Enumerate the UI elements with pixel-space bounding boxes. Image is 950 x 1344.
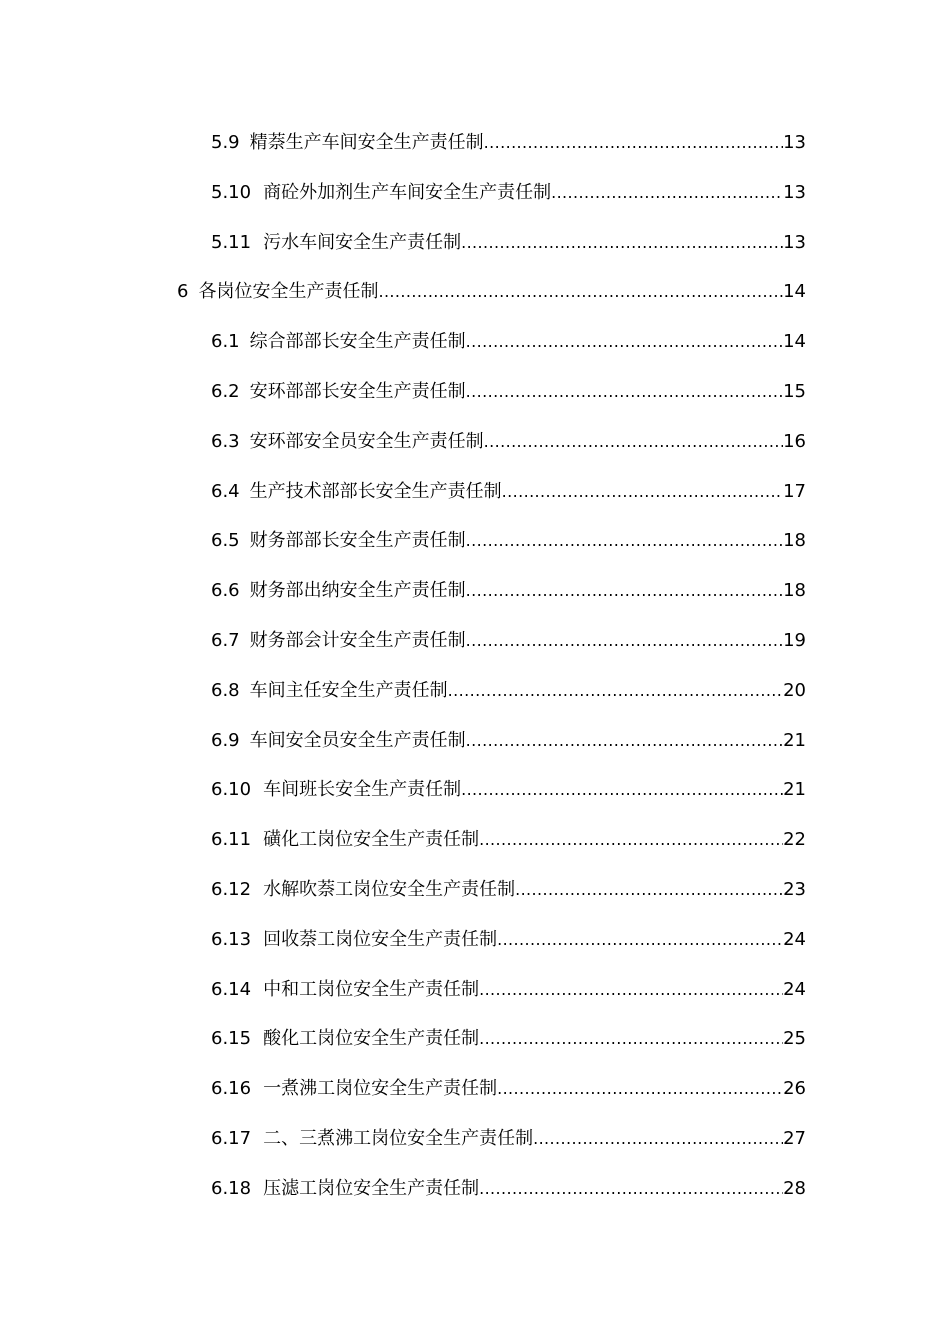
toc-entry[interactable] bbox=[211, 576, 806, 606]
toc-entry[interactable] bbox=[211, 377, 806, 407]
toc-entry[interactable] bbox=[211, 526, 806, 556]
toc-entry-number: 6.2 bbox=[211, 381, 240, 402]
toc-entry-number: 6.13 bbox=[211, 929, 252, 950]
toc-entry[interactable] bbox=[211, 1024, 806, 1054]
toc-entry-page-number: 20 bbox=[783, 680, 806, 701]
toc-entry[interactable] bbox=[211, 1074, 806, 1104]
toc-entry-title: 商砼外加剂生产车间安全生产责任制 bbox=[263, 182, 552, 203]
toc-entry-page-number: 26 bbox=[783, 1078, 806, 1099]
toc-entry-page-number: 16 bbox=[783, 431, 806, 452]
toc-entry-title: 水解吹萘工岗位安全生产责任制 bbox=[263, 879, 516, 900]
toc-entry-number: 6.16 bbox=[211, 1078, 252, 1099]
toc-dot-leader bbox=[497, 925, 783, 955]
toc-entry-number: 6.3 bbox=[211, 431, 240, 452]
toc-entry-title: 一煮沸工岗位安全生产责任制 bbox=[263, 1078, 498, 1099]
toc-entry-number: 6.12 bbox=[211, 879, 252, 900]
toc-dot-leader bbox=[479, 825, 783, 855]
toc-entry-title: 车间主任安全生产责任制 bbox=[249, 680, 448, 701]
toc-entry-number: 6.15 bbox=[211, 1028, 252, 1049]
toc-entry[interactable] bbox=[211, 1174, 806, 1204]
toc-entry-number: 6.9 bbox=[211, 730, 240, 751]
toc-dot-leader bbox=[484, 427, 783, 457]
toc-entry-number: 5.11 bbox=[211, 232, 252, 253]
toc-entry-number: 5.9 bbox=[211, 132, 240, 153]
toc-entry-page-number: 19 bbox=[783, 630, 806, 651]
toc-entry-number: 6.1 bbox=[211, 331, 240, 352]
toc-entry-number: 6.7 bbox=[211, 630, 240, 651]
toc-entry-title: 综合部部长安全生产责任制 bbox=[249, 331, 466, 352]
toc-dot-leader bbox=[466, 626, 783, 656]
toc-entry-number: 6.5 bbox=[211, 530, 240, 551]
toc-entry-title: 各岗位安全生产责任制 bbox=[198, 281, 379, 302]
toc-entry-page-number: 14 bbox=[783, 281, 806, 302]
toc-dot-leader bbox=[502, 477, 783, 507]
toc-entry-title: 财务部会计安全生产责任制 bbox=[249, 630, 466, 651]
toc-entry-number: 6.18 bbox=[211, 1178, 252, 1199]
toc-entry[interactable] bbox=[211, 925, 806, 955]
toc-entry[interactable] bbox=[211, 775, 806, 805]
toc-entry[interactable] bbox=[177, 277, 806, 307]
toc-entry[interactable] bbox=[211, 1124, 806, 1154]
toc-dot-leader bbox=[551, 178, 783, 208]
toc-entry-page-number: 18 bbox=[783, 580, 806, 601]
toc-entry-page-number: 23 bbox=[783, 879, 806, 900]
toc-entry-title: 回收萘工岗位安全生产责任制 bbox=[263, 929, 498, 950]
toc-entry[interactable] bbox=[211, 726, 806, 756]
toc-entry-title: 车间安全员安全生产责任制 bbox=[249, 730, 466, 751]
toc-entry-title: 财务部部长安全生产责任制 bbox=[249, 530, 466, 551]
toc-entry-number: 6.10 bbox=[211, 779, 252, 800]
toc-entry-page-number: 15 bbox=[783, 381, 806, 402]
toc-entry-page-number: 27 bbox=[783, 1128, 806, 1149]
toc-entry-title: 车间班长安全生产责任制 bbox=[263, 779, 462, 800]
toc-dot-leader bbox=[378, 277, 783, 307]
toc-dot-leader bbox=[484, 128, 783, 158]
toc-entry-number: 6.6 bbox=[211, 580, 240, 601]
toc-entry-page-number: 21 bbox=[783, 779, 806, 800]
toc-dot-leader bbox=[461, 775, 783, 805]
toc-entry-number: 6.11 bbox=[211, 829, 252, 850]
toc-entry[interactable] bbox=[211, 875, 806, 905]
toc-dot-leader bbox=[466, 327, 783, 357]
toc-entry-number: 6.8 bbox=[211, 680, 240, 701]
toc-entry-page-number: 25 bbox=[783, 1028, 806, 1049]
toc-dot-leader bbox=[466, 726, 783, 756]
toc-entry[interactable] bbox=[211, 427, 806, 457]
toc-dot-leader bbox=[479, 1024, 783, 1054]
toc-entry-number: 5.10 bbox=[211, 182, 252, 203]
toc-entry-title: 财务部出纳安全生产责任制 bbox=[249, 580, 466, 601]
toc-dot-leader bbox=[479, 975, 783, 1005]
toc-entry-title: 二、三煮沸工岗位安全生产责任制 bbox=[263, 1128, 534, 1149]
toc-entry[interactable] bbox=[211, 825, 806, 855]
toc-entry-title: 污水车间安全生产责任制 bbox=[263, 232, 462, 253]
toc-entry-title: 精萘生产车间安全生产责任制 bbox=[249, 132, 484, 153]
toc-entry-title: 生产技术部部长安全生产责任制 bbox=[249, 481, 502, 502]
toc-entry[interactable] bbox=[211, 626, 806, 656]
toc-entry-number: 6.17 bbox=[211, 1128, 252, 1149]
toc-entry-title: 压滤工岗位安全生产责任制 bbox=[263, 1178, 480, 1199]
toc-dot-leader bbox=[466, 576, 783, 606]
toc-entry[interactable] bbox=[211, 228, 806, 258]
toc-entry-title: 中和工岗位安全生产责任制 bbox=[263, 979, 480, 1000]
toc-dot-leader bbox=[466, 526, 783, 556]
toc-entry-page-number: 24 bbox=[783, 979, 806, 1000]
toc-entry-title: 磺化工岗位安全生产责任制 bbox=[263, 829, 480, 850]
toc-entry[interactable] bbox=[211, 178, 806, 208]
toc-entry-page-number: 28 bbox=[783, 1178, 806, 1199]
toc-entry-number: 6.14 bbox=[211, 979, 252, 1000]
toc-dot-leader bbox=[479, 1174, 783, 1204]
toc-entry[interactable] bbox=[211, 477, 806, 507]
toc-entry-page-number: 13 bbox=[783, 232, 806, 253]
toc-entry-page-number: 13 bbox=[783, 182, 806, 203]
toc-entry[interactable] bbox=[211, 676, 806, 706]
toc-dot-leader bbox=[515, 875, 783, 905]
toc-entry[interactable] bbox=[211, 128, 806, 158]
toc-entry[interactable] bbox=[211, 327, 806, 357]
toc-dot-leader bbox=[533, 1124, 783, 1154]
toc-entry-page-number: 24 bbox=[783, 929, 806, 950]
toc-dot-leader bbox=[448, 676, 783, 706]
toc-dot-leader bbox=[497, 1074, 783, 1104]
toc-entry-number: 6.4 bbox=[211, 481, 240, 502]
toc-entry-title: 安环部部长安全生产责任制 bbox=[249, 381, 466, 402]
toc-entry-page-number: 13 bbox=[783, 132, 806, 153]
toc-entry-page-number: 14 bbox=[783, 331, 806, 352]
toc-entry-title: 安环部安全员安全生产责任制 bbox=[249, 431, 484, 452]
toc-entry[interactable] bbox=[211, 975, 806, 1005]
toc-entry-page-number: 18 bbox=[783, 530, 806, 551]
toc-entry-page-number: 22 bbox=[783, 829, 806, 850]
toc-dot-leader bbox=[461, 228, 783, 258]
toc-entry-page-number: 21 bbox=[783, 730, 806, 751]
toc-dot-leader bbox=[466, 377, 783, 407]
toc-entry-page-number: 17 bbox=[783, 481, 806, 502]
toc-entry-title: 酸化工岗位安全生产责任制 bbox=[263, 1028, 480, 1049]
toc-entry-number: 6 bbox=[177, 281, 189, 302]
